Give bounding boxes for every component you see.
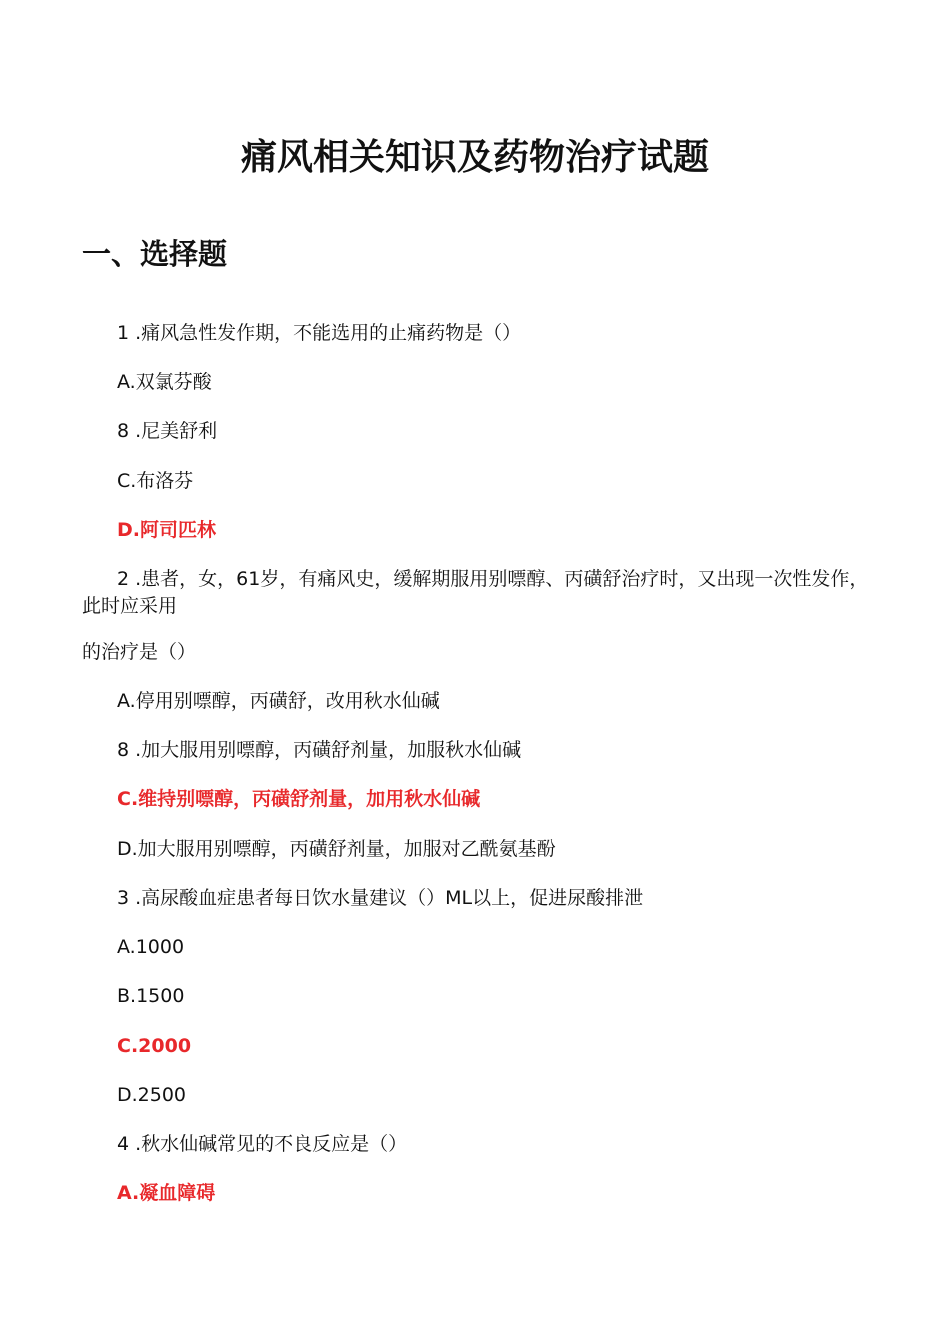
correct-option: C.2000 bbox=[117, 1035, 192, 1057]
section-heading: 一、选择题 bbox=[82, 237, 228, 271]
option: 8 .尼美舒利 bbox=[117, 420, 218, 442]
option: A.1000 bbox=[117, 936, 185, 958]
document-title: 痛风相关知识及药物治疗试题 bbox=[240, 137, 709, 178]
question-stem: 2 .患者，女，61岁，有痛风史，缓解期服用别嘌醇、丙磺舒治疗时，又出现一次性发作，此时应采用 bbox=[82, 568, 869, 617]
option: C.布洛芬 bbox=[117, 470, 194, 492]
option: A.停用别嘌醇，丙磺舒，改用秋水仙碱 bbox=[117, 690, 440, 712]
correct-option: A.凝血障碍 bbox=[117, 1182, 216, 1204]
correct-option: D.阿司匹林 bbox=[117, 519, 216, 541]
question-stem: 4 .秋水仙碱常见的不良反应是（） bbox=[117, 1133, 408, 1155]
question-stem: 3 .高尿酸血症患者每日饮水量建议（）ML以上，促进尿酸排泄 bbox=[117, 887, 644, 909]
option: 8 .加大服用别嘌醇，丙磺舒剂量，加服秋水仙碱 bbox=[117, 739, 522, 761]
option: A.双氯芬酸 bbox=[117, 371, 212, 393]
correct-option: C.维持别嘌醇，丙磺舒剂量，加用秋水仙碱 bbox=[117, 788, 481, 810]
question-stem-continued: 的治疗是（） bbox=[82, 641, 197, 663]
option: D.加大服用别嘌醇，丙磺舒剂量，加服对乙酰氨基酚 bbox=[117, 838, 556, 860]
option: B.1500 bbox=[117, 985, 185, 1007]
question-stem: 1 .痛风急性发作期，不能选用的止痛药物是（） bbox=[117, 322, 522, 344]
option: D.2500 bbox=[117, 1084, 187, 1106]
